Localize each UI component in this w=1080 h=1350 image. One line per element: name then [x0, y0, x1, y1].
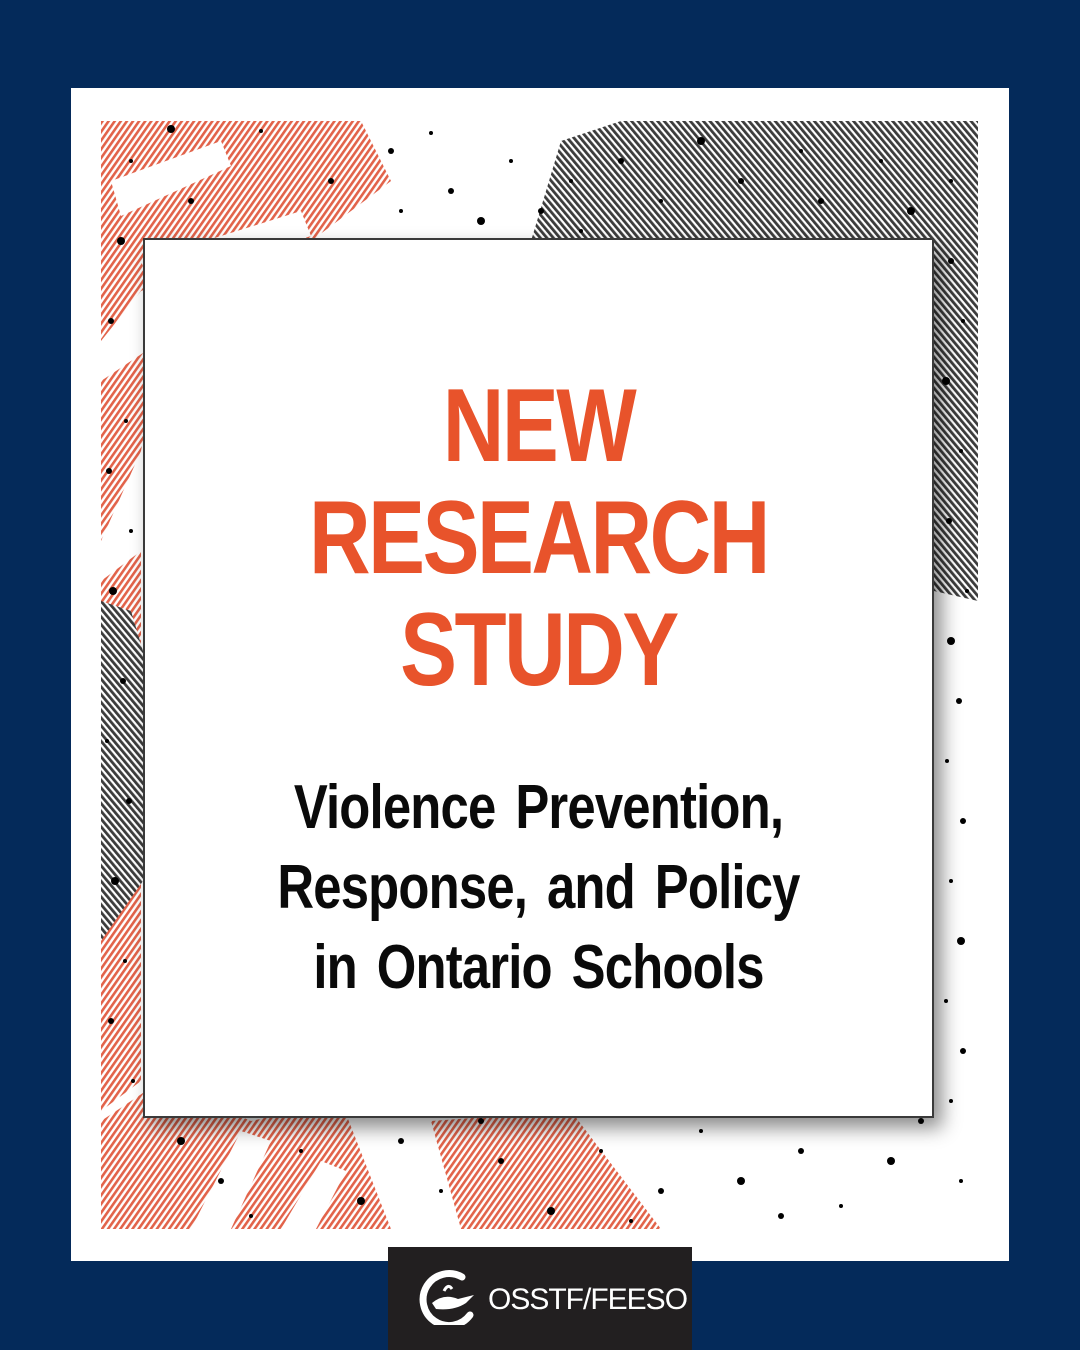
headline-line-2: RESEARCH [309, 480, 768, 596]
grey-shape-top-right [531, 121, 978, 241]
logo-text: OSSTF/FEESO [488, 1283, 688, 1316]
logo-tab [388, 1247, 692, 1350]
title-card [143, 238, 934, 1118]
subtitle-line-3: in Ontario Schools [313, 933, 764, 1002]
grey-shape-right [934, 231, 978, 601]
red-shape-bottom-mid [431, 1111, 661, 1229]
lamp-logo-icon [414, 1269, 484, 1325]
subtitle-line-2: Response, and Policy [277, 853, 800, 922]
headline-line-3: STUDY [400, 592, 677, 708]
subtitle-line-1: Violence Prevention, [293, 773, 784, 842]
grey-shape-left [101, 601, 143, 941]
headline [216, 370, 861, 706]
headline-line-1: NEW [442, 368, 635, 484]
subtitle [216, 768, 861, 1008]
